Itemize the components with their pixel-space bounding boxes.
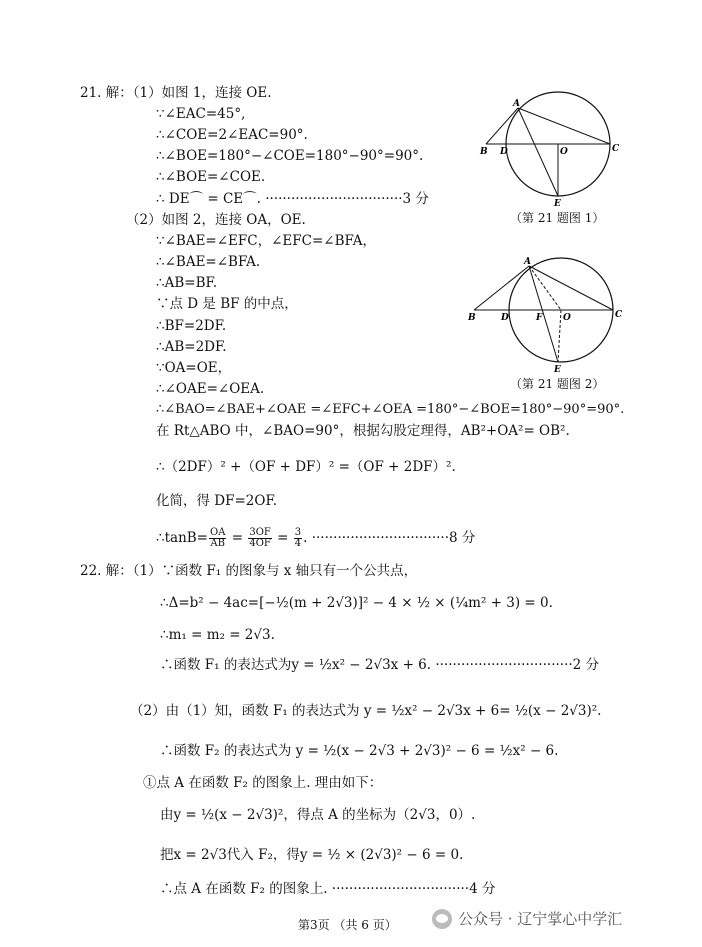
q21-line-3: ∴∠COE=2∠EAC=90°. [156, 127, 308, 143]
q21-line-5: ∴∠BOE=∠COE. [156, 169, 266, 185]
fig1-label-c: C [612, 144, 620, 154]
fig2-line-ba [474, 266, 529, 310]
tan-prefix: ∴tanB= [156, 530, 208, 546]
q21-line-1: 21. 解：（1）如图 1，连接 OE. [80, 85, 272, 101]
q21-line-16: ∴∠BAO=∠BAE+∠OAE =∠EFC+∠OEA =180°−∠BOE=180°−90°=90°. [156, 402, 625, 417]
q21-line-13: ∴AB=2DF. [156, 339, 227, 355]
q21-line-6: ∴ DE⌒ = CE⌒. ································3 分 [156, 191, 429, 207]
fig1-line-ba [486, 108, 518, 144]
q21-line-19: 化简，得 DF=2OF. [156, 493, 278, 509]
figure-21-1 [478, 88, 628, 208]
q22-line-6: ∴函数 F₂ 的表达式为 y = ½(x − 2√3 + 2√3)² − 6 = ½x² − 6. [160, 743, 559, 759]
fig2-label-e: E [554, 365, 561, 374]
q22-line-4: ∴函数 F₁ 的表达式为y = ½x² − 2√3x + 6. ································2 分 [160, 657, 600, 673]
fig2-label-c: C [615, 310, 623, 320]
q22-line-3: ∴m₁ = m₂ = 2√3. [160, 627, 275, 643]
q21-line-20: ∴tanB= $\frac{OA}{AB}$ = $\frac{3OF}{4OF}$ = $\frac{3}{4}$ . ································8 分 [156, 527, 476, 549]
watermark [432, 908, 622, 929]
fig2-caption: （第 21 题图 2） [510, 377, 605, 391]
q21-line-8: ∵∠BAE=∠EFC，∠EFC=∠BFA， [156, 233, 376, 249]
q22-line-1: 22. 解：（1）∵函数 F₁ 的图象与 x 轴只有一个公共点， [80, 563, 418, 579]
fig2-label-a: A [524, 257, 531, 267]
q21-line-2: ∵∠EAC=45°, [156, 106, 246, 122]
fig2-line-ae [529, 266, 558, 362]
fig1-label-a: A [513, 99, 520, 109]
fraction-oa-ab [209, 528, 226, 549]
fig1-label-o: O [560, 147, 568, 157]
q22-line-5: （2）由（1）知，函数 F₁ 的表达式为 y = ½x² − 2√3x + 6= ½(x − 2√3)². [130, 703, 602, 719]
frac3-num: 3 [294, 527, 302, 538]
fig2-line-oa-dashed [529, 266, 561, 310]
frac3-den: 4 [294, 538, 302, 549]
wechat-icon [432, 909, 452, 929]
fig2-line-oe-dashed [558, 310, 561, 362]
frac1-num: OA [210, 527, 226, 538]
q21-line-4: ∴∠BOE=180°−∠COE=180°−90°=90°. [156, 148, 424, 164]
frac2-num: 3OF [249, 527, 271, 538]
q21-line-7: （2）如图 2，连接 OA，OE. [126, 212, 306, 228]
frac2-den: 4OF [249, 538, 271, 549]
page-footer: 第3页 （共 6 页） [298, 918, 397, 932]
fig2-label-b: B [468, 313, 476, 323]
q21-line-15: ∴∠OAE=∠OEA. [156, 381, 265, 397]
q21-line-11: ∵点 D 是 BF 的中点， [156, 296, 298, 312]
q21-line-10: ∴AB=BF. [156, 275, 218, 291]
fig1-label-b: B [480, 147, 488, 157]
q22-line-10: ∴点 A 在函数 F₂ 的图象上. ································4 分 [160, 881, 496, 897]
q21-line-9: ∴∠BAE=∠BFA. [156, 254, 261, 270]
figure-21-2 [466, 254, 626, 374]
frac1-den: AB [210, 538, 225, 549]
fig2-label-d: D [501, 313, 509, 323]
q21-line-14: ∵OA=OE， [156, 360, 232, 376]
q22-line-9: 把x = 2√3代入 F₂，得y = ½ × (2√3)² − 6 = 0. [160, 847, 464, 863]
q22-line-2: ∴Δ=b² − 4ac=[−½(m + 2√3)]² − 4 × ½ × (¼m² + 3) = 0. [160, 595, 553, 611]
fig1-caption: （第 21 题图 1） [510, 211, 605, 225]
q21-line-18: ∴（2DF）² +（OF + DF）² =（OF + 2DF）². [156, 459, 456, 475]
q21-line-17: 在 Rt△ABO 中，∠BAO=90°，根据勾股定理得，AB²+OA²= OB². [156, 423, 570, 439]
fig1-label-e: E [554, 199, 561, 208]
fig2-label-o: O [563, 313, 571, 323]
q21-line-12: ∴BF=2DF. [156, 318, 227, 334]
fig2-label-f: F [536, 313, 543, 323]
watermark-text: 公众号 · 辽宁掌心中学汇 [458, 910, 623, 928]
tan-suffix: . ································8 分 [303, 530, 476, 546]
fraction-3-4 [294, 528, 302, 549]
fig1-label-d: D [500, 147, 508, 157]
fig2-line-ac [529, 266, 613, 310]
q22-line-8: 由y = ½(x − 2√3)²，得点 A 的坐标为（2√3，0）. [160, 807, 476, 823]
fraction-3of-4of [248, 528, 272, 549]
q22-line-7: ①点 A 在函数 F₂ 的图象上. 理由如下： [143, 775, 383, 791]
